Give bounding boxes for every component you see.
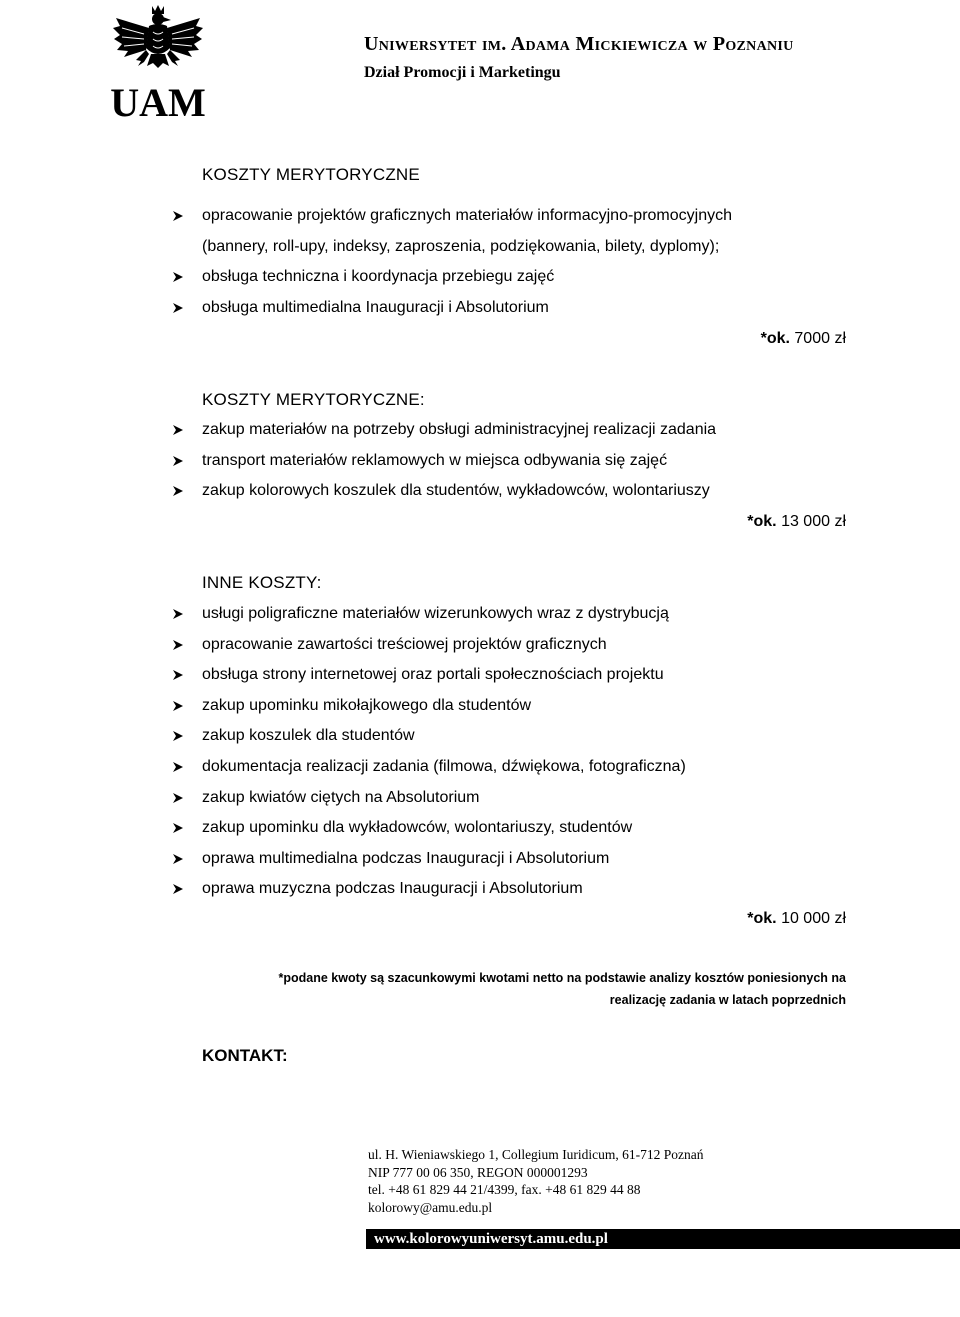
list-item	[172, 293, 872, 324]
estimated-cost-prefix: *ok.	[760, 330, 795, 347]
arrow-bullet-icon	[172, 271, 184, 283]
arrow-bullet-icon	[172, 608, 184, 620]
list-item-text: zakup upominku dla wykładowców, wolontariuszy, studentów	[202, 819, 633, 837]
estimated-cost	[761, 330, 846, 348]
footnote-line-1: *podane kwoty są szacunkowymi kwotami netto na podstawie analizy kosztów poniesionych na	[278, 971, 846, 985]
list-item-text: zakup kolorowych koszulek dla studentów, wykładowców, wolontariuszy	[202, 482, 710, 500]
arrow-bullet-icon	[172, 424, 184, 436]
logo-text: UAM	[110, 80, 206, 120]
list-item-text: zakup kwiatów ciętych na Absolutorium	[202, 788, 480, 806]
estimated-cost-value: 13 000 zł	[781, 513, 846, 530]
section-heading-other-costs: INNE KOSZTY:	[202, 573, 322, 592]
arrow-bullet-icon	[172, 792, 184, 804]
list-item-text: obsługa techniczna i koordynacja przebiegu zajęć	[202, 268, 555, 286]
list-item-text: obsługa multimedialna Inauguracji i Absolutorium	[202, 298, 549, 316]
list-item	[172, 262, 872, 293]
bullet-list-merit-costs	[172, 201, 872, 323]
department-name: Dział Promocji i Marketingu	[364, 64, 561, 81]
arrow-bullet-icon	[172, 761, 184, 773]
arrow-bullet-icon	[172, 853, 184, 865]
estimated-cost-prefix: *ok.	[747, 910, 782, 927]
uam-eagle-logo	[108, 4, 208, 120]
list-item-text: oprawa multimedialna podczas Inauguracji i Absolutorium	[202, 849, 610, 867]
list-item-text: opracowanie projektów graficznych materiałów informacyjno-promocyjnych (bannery, roll-upy, indeksy, zaproszenia, podziękowania, bilety, dyplomy);	[202, 207, 732, 255]
list-item	[172, 813, 872, 844]
arrow-bullet-icon	[172, 485, 184, 497]
bullet-list-other-costs	[172, 599, 872, 905]
arrow-bullet-icon	[172, 883, 184, 895]
estimated-cost	[747, 513, 846, 531]
nip-regon-line: NIP 777 00 06 350, REGON 000001293	[368, 1164, 588, 1180]
estimated-cost-prefix: *ok.	[747, 513, 782, 530]
list-item	[172, 844, 872, 875]
address-block	[368, 1146, 704, 1216]
list-item-text: transport materiałów reklamowych w miejsca odbywania się zajęć	[202, 451, 668, 469]
list-item	[172, 630, 872, 661]
list-item-text: zakup materiałów na potrzeby obsługi administracyjnej realizacji zadania	[202, 421, 717, 438]
arrow-bullet-icon	[172, 639, 184, 651]
list-item-text: zakup koszulek dla studentów	[202, 727, 415, 745]
list-item	[172, 660, 872, 691]
list-item	[172, 476, 872, 507]
estimated-cost-value: 7000 zł	[794, 330, 846, 347]
list-item	[172, 415, 872, 446]
estimated-cost-value: 10 000 zł	[781, 910, 846, 927]
estimated-cost	[747, 910, 846, 928]
list-item	[172, 721, 872, 752]
address-line: ul. H. Wieniawskiego 1, Collegium Iuridicum, 61-712 Poznań	[368, 1147, 704, 1162]
list-item-text: opracowanie zawartości treściowej projektów graficznych	[202, 635, 607, 653]
list-item	[172, 446, 872, 477]
arrow-bullet-icon	[172, 669, 184, 681]
bullet-list-merit-costs-2	[172, 415, 872, 507]
contact-heading: KONTAKT:	[202, 1046, 288, 1065]
website-link[interactable]: www.kolorowyuniwersyt.amu.edu.pl	[366, 1229, 960, 1249]
list-item-text: oprawa muzyczna podczas Inauguracji i Absolutorium	[202, 880, 583, 898]
list-item-text: usługi poligraficzne materiałów wizerunkowych wraz z dystrybucją	[202, 605, 669, 622]
list-item	[172, 201, 872, 262]
list-item	[172, 599, 872, 630]
list-item-text: dokumentacja realizacji zadania (filmowa, dźwiękowa, fotograficzna)	[202, 757, 686, 775]
arrow-bullet-icon	[172, 210, 184, 222]
list-item	[172, 783, 872, 814]
section-heading-merit-costs: KOSZTY MERYTORYCZNE	[202, 165, 420, 184]
list-item	[172, 874, 872, 905]
list-item	[172, 691, 872, 722]
section-heading-merit-costs-2: KOSZTY MERYTORYCZNE:	[202, 390, 425, 409]
footnote-line-2: realizację zadania w latach poprzednich	[609, 993, 846, 1007]
arrow-bullet-icon	[172, 730, 184, 742]
arrow-bullet-icon	[172, 700, 184, 712]
email-link[interactable]: kolorowy@amu.edu.pl	[368, 1199, 493, 1215]
arrow-bullet-icon	[172, 822, 184, 834]
arrow-bullet-icon	[172, 302, 184, 314]
list-item-text: obsługa strony internetowej oraz portali społecznościach projektu	[202, 666, 664, 684]
list-item	[172, 752, 872, 783]
list-item-text: zakup upominku mikołajkowego dla studentów	[202, 696, 532, 714]
arrow-bullet-icon	[172, 455, 184, 467]
phone-fax-line: tel. +48 61 829 44 21/4399, fax. +48 61 829 44 88	[368, 1182, 641, 1198]
university-name: Uniwersytet im. Adama Mickiewicza w Poznaniu	[364, 33, 794, 55]
